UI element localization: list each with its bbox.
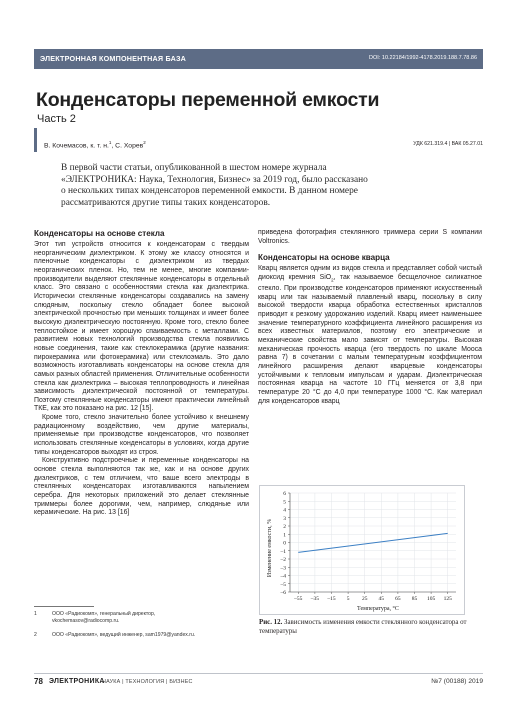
x-tick-label: –35 (310, 596, 320, 602)
left-column (34, 229, 249, 518)
article-part: Часть 2 (37, 113, 76, 125)
x-tick-label: 125 (443, 596, 452, 602)
footnote-line: vkochemasov@radiocomp.ru. (52, 618, 120, 625)
y-tick-label: 5 (283, 499, 286, 506)
y-tick-labels (280, 491, 287, 596)
subscript: 2 (331, 277, 334, 283)
x-tick-label: 25 (361, 596, 368, 602)
x-tick-label: 65 (395, 596, 401, 602)
page-number: 78 (34, 677, 43, 686)
x-tick-label: 45 (378, 596, 385, 602)
author-accent-bar (34, 128, 44, 152)
capacitance-chart (260, 486, 464, 614)
paragraph (258, 265, 482, 406)
y-tick-label: 6 (283, 491, 286, 497)
footnote-line: ООО «Радиокомп», генеральный директор, (52, 611, 156, 617)
article-title: Конденсаторы переменной емкости (36, 89, 380, 111)
abstract-line: «ЭЛЕКТРОНИКА: Наука, Технология, Бизнес» за 2019 год, было рассказано (61, 174, 368, 185)
series-line (298, 533, 447, 552)
y-tick-label: –1 (280, 548, 286, 555)
y-tick-label: 0 (283, 540, 286, 547)
authors-line (44, 140, 146, 149)
figure-caption-text: Зависимость изменения емкости стеклянного конденсатора от температуры (259, 619, 467, 635)
magazine-name: ЭЛЕКТРОНИКА (49, 678, 105, 685)
author-2-footnote-mark: 2 (143, 140, 146, 145)
section-heading-quartz: Конденсаторы на основе кварца (258, 253, 390, 263)
figure-12 (259, 485, 465, 615)
paragraph: Этот тип устройств относится к конденсаторам с твердым неорганическим диэлектриком. К этому же классу относятся и пленочные конденсаторы с диэлектриком из твердых неорганических пленок. Но, тем не менее, многие компании-производители выделяют стеклянные конденсаторы в отдельный класс. Это связано с особенностями стекла как диэлектрика. Исторически стеклянные конденсаторы создавались на замену слюдяным, поскольку стекло обладает более высокой электрической прочностью при меньших толщинах и имеет более высокую диэлектрическую постоянную. Кроме того, стекло более теплостойкое и имеет хорошую спаиваемость с металлами. С развитием новых технологий производства стекла появились новые соединения, такие как стеклокерамика (другие названия: пирокерамика или фотокерамика) или стеклоэмаль. Это дало возможность изготавливать конденсаторы на основе стекла для самых разных областей применения. Отличительные особенности стекла как диэлектрика – высокая теплопроводность и линейная зависимость диэлектрической постоянной от температуры. Поэтому стеклянные конденсаторы имеют практически линейный ТКЕ, как это показано на рис. 12 [15]. (34, 241, 249, 413)
y-axis-label: Изменение емкости, % (267, 518, 273, 578)
paragraph: приведена фотография стеклянного триммера серии S компании Voltronics. (258, 229, 482, 245)
y-tick-label: –4 (280, 573, 286, 580)
udk-code: УДК 621.319.4 | ВАК 05.27.01 (413, 141, 483, 147)
author-1-footnote-mark: 1 (108, 140, 112, 145)
footnote-rule (34, 606, 94, 607)
x-tick-label: 5 (346, 596, 350, 602)
y-tick-label: 3 (283, 515, 286, 522)
issue-number: №7 (00188) 2019 (431, 678, 483, 685)
page-footer (34, 673, 483, 687)
x-tick-labels (293, 596, 452, 602)
footnote-line: ООО «Радиокомп», ведущий инженер, sam1979@yandex.ru. (52, 632, 196, 638)
footnote-number: 1 (34, 611, 37, 617)
y-tick-label: 1 (283, 532, 286, 539)
section-title: ЭЛЕКТРОННАЯ КОМПОНЕНТНАЯ БАЗА (40, 54, 187, 63)
abstract (61, 163, 461, 209)
x-tick-label: 105 (426, 596, 436, 602)
figure-caption-label: Рис. 12. (259, 619, 283, 626)
footnote-2 (34, 632, 242, 639)
chart-series (298, 533, 447, 552)
right-column (258, 229, 482, 406)
y-tick-label: –2 (280, 557, 286, 563)
x-tick-label: –15 (327, 596, 336, 602)
doi-label: DOI: 10.22184/1992-4178.2019.188.7.78.86 (369, 54, 477, 61)
footnote-number: 2 (34, 632, 37, 638)
paragraph-text: Кварц является одним из видов стекла и представляет собой чистый диоксид кремния SiO (258, 265, 482, 281)
y-tick-label: 4 (283, 507, 286, 514)
y-tick-label: –6 (280, 590, 286, 596)
x-tick-label: 85 (411, 596, 418, 602)
x-tick-label: –55 (294, 596, 303, 602)
footnote-1 (34, 611, 242, 625)
paragraph: Конструктивно подстроечные и переменные конденсаторы на основе стекла выполняются так же, как и на основе других диэлектриков, с тем отличием, что ваше всего электроды в стеклянных конденсаторах изготавливаются напылением серебра. Для некоторых приложений это делает стеклянные триммеры более дорогими, чем, например, слюдяные или керамические. На рис. 13 [16] (34, 457, 249, 517)
section-header-band (34, 49, 483, 69)
abstract-line: рассматриваются другие типы таких конденсаторов. (61, 197, 271, 208)
y-tick-label: –5 (280, 581, 286, 588)
figure-caption (259, 619, 479, 637)
authors-separator: , (111, 142, 116, 150)
section-heading-glass: Конденсаторы на основе стекла (34, 229, 165, 238)
author-2-name: С. Хорев (115, 142, 144, 150)
x-axis-label: Температура, °С (357, 606, 399, 612)
paragraph-text: , так называемое бесщелочное силикатное стекло. При производстве конденсаторов применяют искусственный кварц или так называемый плавленый кварц, поскольку в силу высокой твердости кварца обработка естественных кристаллов приводит к резкому удорожанию изделий. Кварц имеет наименьшее значение температурного коэффициента линейного расширения из всех известных материалов, поэтому его электрические и механические свойства мало зависят от температуры. Высокая механическая прочность кварца (его твердость по шкале Мооса равна 7) в сочетании с малым температурным коэффициентом линейного расширения делают кварцевые конденсаторы устойчивыми к тепловым импульсам и ударам. Диэлектрическая постоянная кварца на частоте 10 ГГц меняется от 3,8 при температуре 20 °С до 4,0 при температуре 1000 °С. Как материал для конденсаторов кварц (258, 273, 483, 405)
y-tick-label: –3 (280, 565, 286, 572)
author-1-name: В. Кочемасов, к. т. н. (44, 142, 109, 150)
paragraph: Кроме того, стекло значительно более устойчиво к внешнему радиационному воздействию, чем другие материалы, применяемые при производстве конденсаторов, что позволяет использовать стеклянные конденсаторы в условиях, когда другие типы конденсаторов выходят из строя. (34, 414, 249, 456)
magazine-subtitle: НАУКА | ТЕХНОЛОГИЯ | БИЗНЕС (102, 679, 193, 685)
abstract-line: В первой части статьи, опубликованной в шестом номере журнала (61, 163, 327, 173)
y-tick-label: 2 (283, 524, 286, 530)
abstract-line: о нескольких типах конденсаторов переменной емкости. В данном номере (61, 186, 358, 197)
